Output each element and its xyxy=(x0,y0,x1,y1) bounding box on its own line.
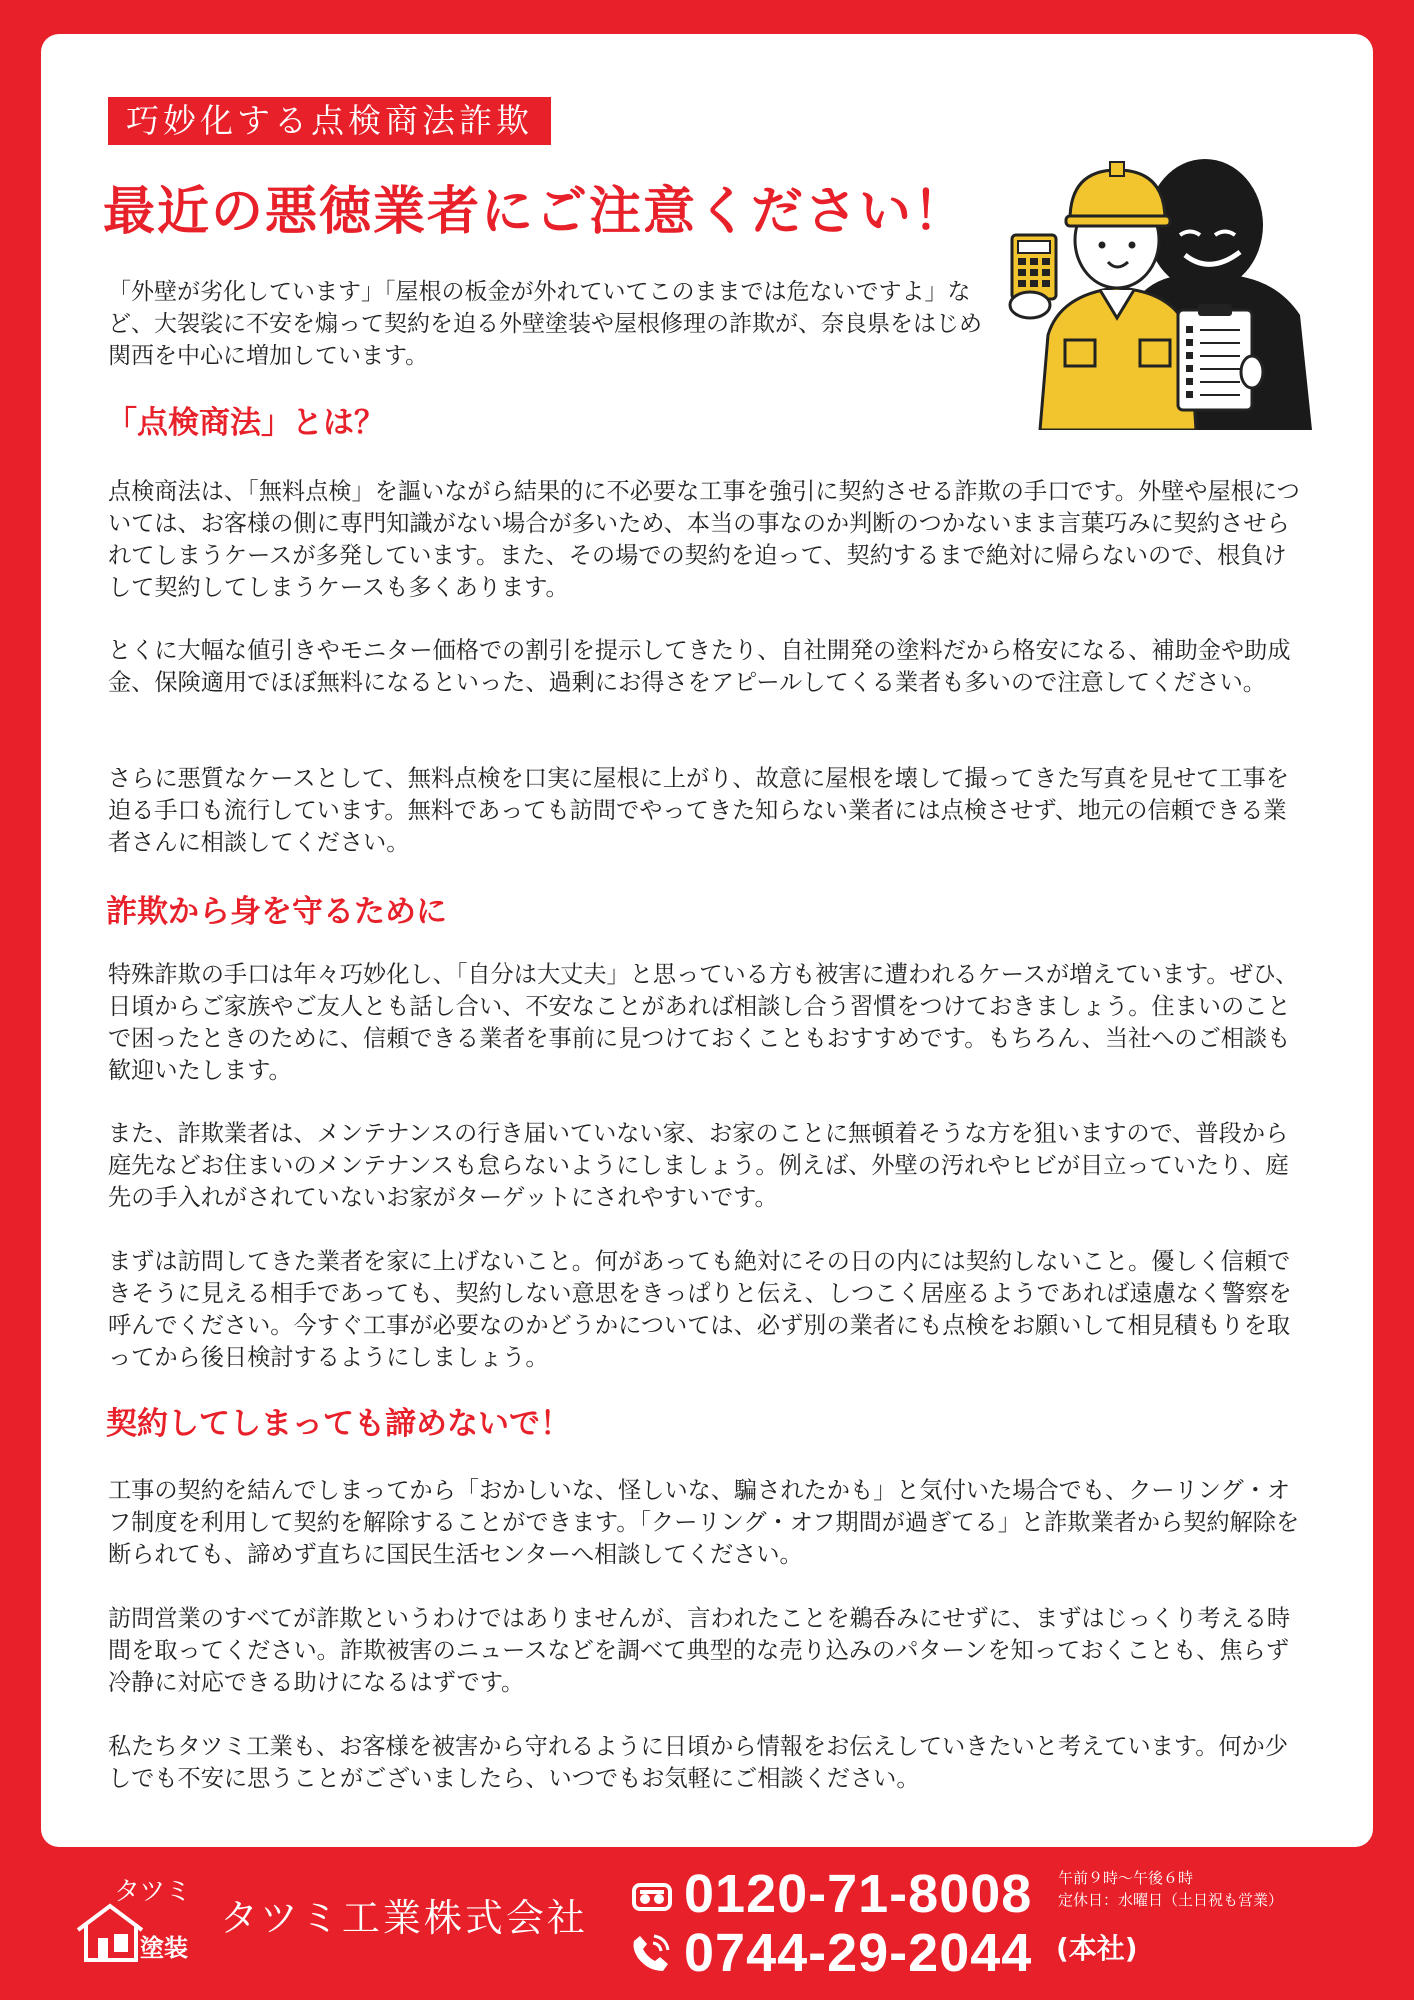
section-paragraph: 点検商法は、「無料点検」を謳いながら結果的に不必要な工事を強引に契約させる詐欺の手口です。外壁や屋根については、お客様の側に専門知識がない場合が多いため、本当の事なのか判断のつかないまま言葉巧みに契約させられてしまうケースが多発しています。また、その場での契約を迫って、契約するまで絶対に帰らないので、根負けして契約してしまうケースも多くあります。 xyxy=(108,478,1300,601)
section-paragraph: とくに大幅な値引きやモニター価格での割引を提示してきたり、自社開発の塗料だから格安になる、補助金や助成金、保険適用でほぼ無料になるといった、過剰にお得さをアピールしてくる業者も多いので注意してください。 xyxy=(108,637,1291,696)
head-office-label: (本社) xyxy=(1056,1932,1138,1965)
section-paragraph: 訪問営業のすべてが詐欺というわけではありませんが、言われたことを鵜呑みにせずに、まずはじっくり考える時間を取ってください。詐欺被害のニュースなどを調べて典型的な売り込みのパターンを知っておくことも、焦らず冷静に対応できる助けになるはずです。 xyxy=(108,1605,1291,1696)
section-paragraph: 工事の契約を結んでしまってから「おかしいな、怪しいな、騙されたかも」と気付いた場合でも、クーリング・オフ制度を利用して契約を解除することができます。「クーリング・オフ期間が過ぎてる」と詐欺業者から契約解除を断られても、諦めず直ちに国民生活センターへ相談してください。 xyxy=(108,1477,1300,1568)
section-paragraph: 私たちタツミ工業も、お客様を被害から守れるように日頃から情報をお伝えしていきたいと考えています。何か少しでも不安に思うことがございましたら、いつでもお気軽にご相談ください。 xyxy=(108,1733,1289,1792)
closed-days: 定休日：水曜日（土日祝も営業） xyxy=(1058,1891,1284,1909)
logo-text: タツミ xyxy=(114,1877,192,1907)
worker-with-shadow-illustration xyxy=(1000,140,1320,430)
calculator-icon xyxy=(1010,235,1056,318)
section-paragraph: また、詐欺業者は、メンテナンスの行き届いていない家、お家のことに無頓着そうな方を狙いますので、普段から庭先などお住まいのメンテナンスも怠らないようにしましょう。例えば、外壁の汚れやヒビが目立っていたり、庭先の手入れがされていないお家がターゲットにされやすいです。 xyxy=(108,1120,1289,1211)
section-heading-cooling-off: 契約してしまっても諦めないで！ xyxy=(106,1406,571,1442)
phone-icon xyxy=(630,1932,672,1974)
page-title: 最近の悪徳業者にご注意ください！ xyxy=(103,182,968,242)
section-paragraph: 特殊詐欺の手口は年々巧妙化し、「自分は大丈夫」と思っている方も被害に遭われるケースが増えています。ぜひ、日頃からご家族やご友人とも話し合い、不安なことがあれば相談し合う習慣をつけておきましょう。住まいのことで困ったときのために、信頼できる業者を事前に見つけておくこともおすすめです。もちろん、当社へのご相談も歓迎いたします。 xyxy=(108,961,1299,1084)
tagline-badge: 巧妙化する点検商法詐欺 xyxy=(108,97,551,145)
section-heading-tenken: 「点検商法」とは？ xyxy=(106,405,385,441)
head-office-number[interactable]: 0744-29-2044 xyxy=(684,1923,1033,1983)
clipboard-icon xyxy=(1178,304,1263,410)
section-heading-protect: 詐欺から身を守るために xyxy=(106,894,447,930)
section-paragraph: さらに悪質なケースとして、無料点検を口実に屋根に上がり、故意に屋根を壊して撮ってきた写真を見せて工事を迫る手口も流行しています。無料であっても訪問でやってきた知らない業者には点検させず、地元の信頼できる業者さんに相談してください。 xyxy=(108,765,1289,856)
logo-sub-text: 塗装 xyxy=(140,1934,188,1962)
company-name: タツミ工業株式会社 xyxy=(220,1896,588,1940)
lead-paragraph: 「外壁が劣化しています」「屋根の板金が外れていてこのままでは危ないですよ」など、大袈裟に不安を煽って契約を迫る外壁塗装や屋根修理の詐欺が、奈良県をはじめ関西を中心に増加しています。 xyxy=(108,279,982,369)
section-paragraph: まずは訪問してきた業者を家に上げないこと。何があっても絶対にその日の内には契約しないこと。優しく信頼できそうに見える相手であっても、契約しない意思をきっぱりと伝え、しつこく居座るようであれば遠慮なく警察を呼んでください。今すぐ工事が必要なのかどうかについては、必ず別の業者にも点検をお願いして相見積もりを取ってから後日検討するようにしましょう。 xyxy=(108,1248,1292,1371)
business-hours: 午前９時〜午後６時 xyxy=(1058,1869,1194,1887)
freedial-number[interactable]: 0120-71-8008 xyxy=(684,1864,1033,1924)
freedial-icon xyxy=(632,1882,672,1912)
company-logo-icon xyxy=(74,1868,196,1964)
